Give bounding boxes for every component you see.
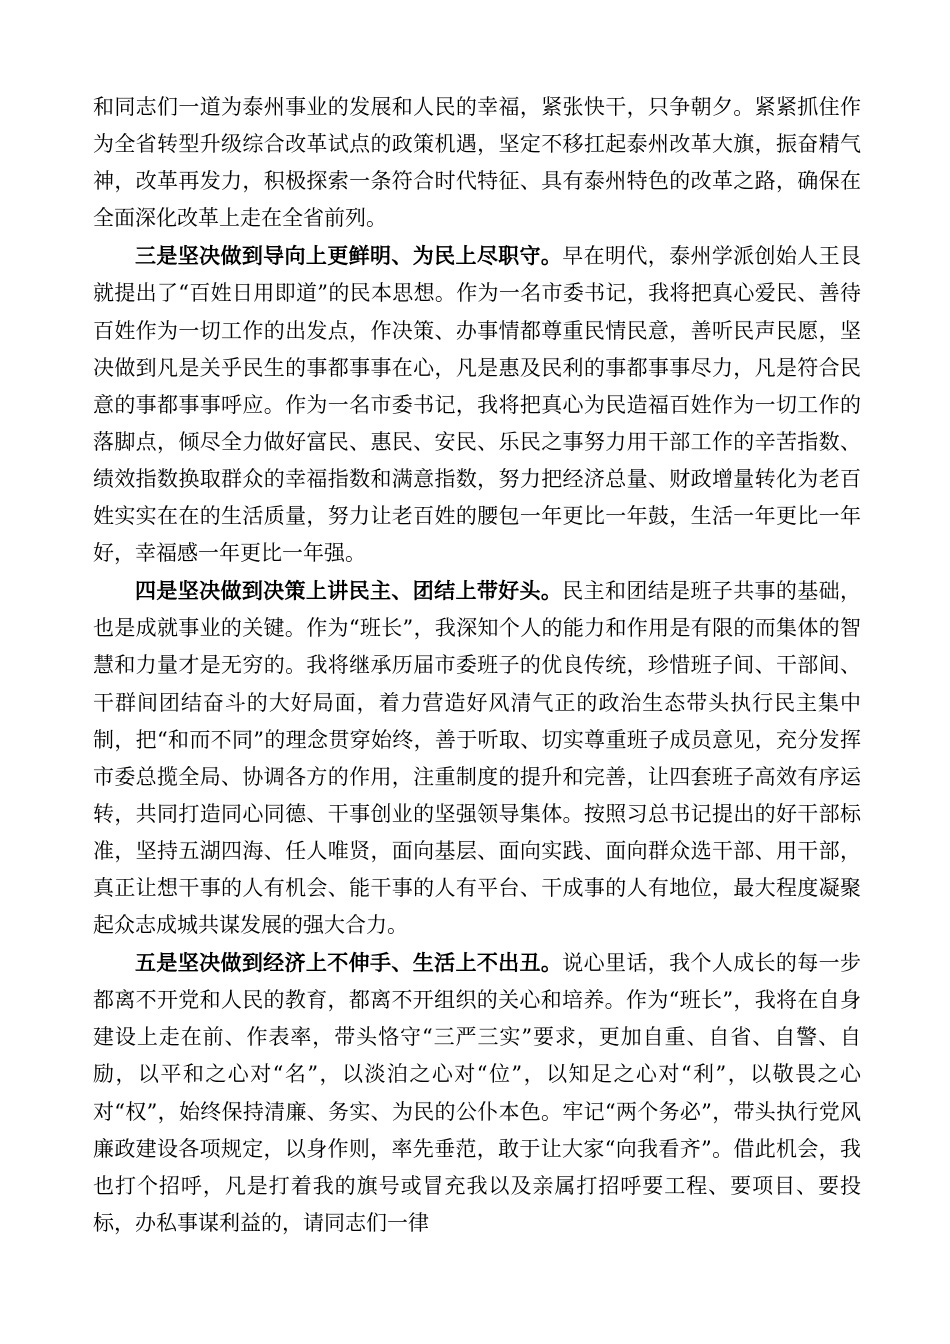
paragraph-heading: 四是坚决做到决策上讲民主、团结上带好头。 <box>135 578 563 604</box>
paragraph-text: 民主和团结是班子共事的基础，也是成就事业的关键。作为“班长”，我深知个人的能力和作用是有限的而集体的智慧和力量才是无穷的。我将继承历届市委班子的优良传统，珍惜班子间、干部间、干群间团结奋斗的大好局面，着力营造好风清气正的政治生态带头执行民主集中制，把“和而不同”的理念贯穿始终，善于听取、切实尊重班子成员意见，充分发挥市委总揽全局、协调各方的作用，注重制度的提升和完善，让四套班子高效有序运转，共同打造同心同德、干事创业的坚强领导集体。按照习总书记提出的好干部标准，坚持五湖四海、任人唯贤，面向基层、面向实践、面向群众选干部、用干部，真正让想干事的人有机会、能干事的人有平台、干成事的人有地位，最大程度凝聚起众志成城共谋发展的强大合力。 <box>93 579 862 938</box>
paragraph-point-five <box>93 944 861 1242</box>
paragraph-continuation <box>93 89 861 237</box>
document-page <box>93 89 861 1242</box>
paragraph-point-four <box>93 572 861 944</box>
paragraph-text: 说心里话，我个人成长的每一步都离不开党和人民的教育，都离不开组织的关心和培养。作为“班长”，我将在自身建设上走在前、作表率，带头恪守“三严三实”要求，更加自重、自省、自警、自励，以平和之心对“名”，以淡泊之心对“位”，以知足之心对“利”，以敬畏之心对“权”，始终保持清廉、务实、为民的公仆本色。牢记“两个务必”，带头执行党风廉政建设各项规定，以身作则，率先垂范，敢于让大家“向我看齐”。借此机会，我也打个招呼，凡是打着我的旗号或冒充我以及亲属打招呼要工程、要项目、要投标，办私事谋利益的，请同志们一律 <box>93 951 862 1235</box>
paragraph-heading: 五是坚决做到经济上不伸手、生活上不出丑。 <box>135 950 563 976</box>
paragraph-heading: 三是坚决做到导向上更鲜明、为民上尽职守。 <box>135 243 563 269</box>
paragraph-point-three <box>93 237 861 572</box>
paragraph-text: 早在明代，泰州学派创始人王艮就提出了“百姓日用即道”的民本思想。作为一名市委书记，我将把真心爱民、善待百姓作为一切工作的出发点，作决策、办事情都尊重民情民意，善听民声民愿，坚决做到凡是关乎民生的事都事事在心，凡是惠及民利的事都事事尽力，凡是符合民意的事都事事呼应。作为一名市委书记，我将把真心为民造福百姓作为一切工作的落脚点，倾尽全力做好富民、惠民、安民、乐民之事努力用干部工作的辛苦指数、绩效指数换取群众的幸福指数和满意指数，努力把经济总量、财政增量转化为老百姓实实在在的生活质量，努力让老百姓的腰包一年更比一年鼓，生活一年更比一年好，幸福感一年更比一年强。 <box>93 244 862 566</box>
paragraph-text: 和同志们一道为泰州事业的发展和人民的幸福，紧张快干，只争朝夕。紧紧抓住作为全省转型升级综合改革试点的政策机遇，坚定不移扛起泰州改革大旗，振奋精气神，改革再发力，积极探索一条符合时代特征、具有泰州特色的改革之路，确保在全面深化改革上走在全省前列。 <box>93 95 861 231</box>
